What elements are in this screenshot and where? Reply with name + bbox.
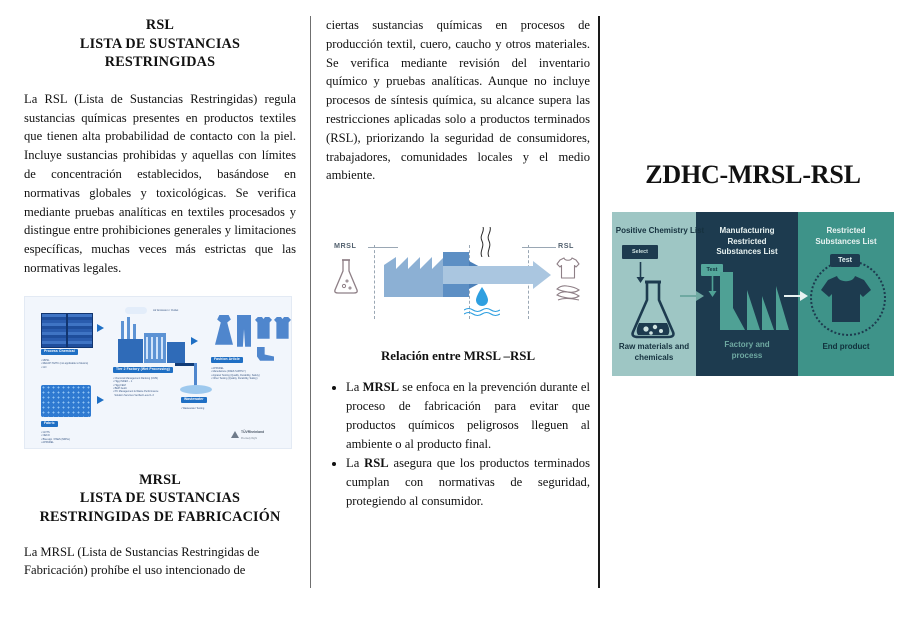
brand-name: TÜVRheinland bbox=[241, 429, 265, 434]
mrsl-heading-line-1: MRSL bbox=[139, 471, 181, 488]
factory-cloud-icon bbox=[125, 307, 147, 314]
list-item bbox=[346, 378, 590, 453]
panel-2-title-line-1: Manufacturing bbox=[719, 226, 775, 235]
label-process-chemical: Process Chemical bbox=[41, 349, 78, 356]
mrsl-heading-line-3: RESTRINGIDAS DE FABRICACIÓN bbox=[39, 508, 281, 525]
mrsl-paragraph: La MRSL (Lista de Sustancias Restringidas de Fabricación) prohíbe el uso intencionado de bbox=[24, 544, 260, 578]
label-tier2-factory: Tier 2 Factory (Wet Processing) bbox=[113, 367, 173, 374]
wastewater-bullets: • Wastewater Testing bbox=[181, 406, 205, 410]
shirt-icon-1 bbox=[255, 317, 272, 339]
column-divider-1 bbox=[310, 16, 311, 588]
mrsl-heading bbox=[24, 471, 296, 527]
page-title: ZDHC-MRSL-RSL bbox=[645, 160, 861, 189]
panel-2-title bbox=[696, 226, 798, 258]
tshirt-icon bbox=[556, 257, 580, 279]
smoke-icon bbox=[478, 227, 498, 257]
panel-3-title-line-2: Substances List bbox=[815, 236, 877, 246]
factory-body-left bbox=[118, 339, 143, 363]
factory-windows bbox=[146, 337, 164, 359]
bullet-1-prefix: La bbox=[346, 380, 363, 395]
mrsl-heading-line-2: LISTA DE SUSTANCIAS bbox=[79, 490, 241, 507]
list-item bbox=[346, 454, 590, 510]
panel-2-title-line-3: Substances List bbox=[716, 247, 778, 256]
panel-1-caption bbox=[612, 342, 696, 363]
sock-icon bbox=[257, 347, 274, 361]
bullet-1-bold: MRSL bbox=[362, 380, 399, 395]
water-drop-icon bbox=[474, 287, 490, 307]
pants-icon bbox=[237, 315, 251, 347]
fabric-swatch-icon bbox=[41, 385, 91, 417]
factory-body-right bbox=[167, 342, 185, 363]
figure-zdhc-three-stage bbox=[612, 212, 894, 376]
water-waves-icon bbox=[464, 307, 500, 317]
label-mrsl: MRSL bbox=[334, 241, 357, 251]
down-arrow-icon-2 bbox=[708, 276, 717, 298]
column-left bbox=[24, 16, 296, 580]
tick-mrsl bbox=[368, 247, 398, 248]
mrsl-paragraph-continued: ciertas sustancias químicas en procesos de producción textil, cuero, caucho y otros materiales. Se verifica mediante revisión del inventario químico y pruebas analíticas. Aunque no incluye procesos de síntesis química, su alcance supera las restricciones aplicadas solo a productos terminados (RSL), priorizando la seguridad de consumidores, trabajadores, comunidades locales y el medio ambiente. bbox=[326, 18, 590, 183]
label-rsl: RSL bbox=[558, 241, 574, 251]
right-arrow-icon-2 bbox=[784, 290, 808, 302]
tick-rsl bbox=[522, 247, 556, 248]
rsl-paragraph: La RSL (Lista de Sustancias Restringidas) regula sustancias químicas presentes en productos textiles que tienen alta probabilidad de contacto con la piel. Incluye sustancias prohibidas y aquellas con límites de concentración establecidos, basándose en normativas globales y toxicológicas. Se verifica mediante pruebas analíticas en textiles procesados y distingue entre prohibiciones generales y limitaciones específicas, muchas veces más estrictas que las normativas legales. bbox=[24, 91, 296, 275]
arrow-icon-1 bbox=[97, 324, 104, 332]
rsl-heading bbox=[24, 16, 296, 72]
label-fabric: Fabric bbox=[41, 421, 58, 428]
fabric-bullets: • GOTS • OEKO • Bluesign / PAES (MRSL) • APPAREL bbox=[41, 430, 71, 444]
panel-2-title-line-2: Restricted bbox=[727, 236, 767, 246]
factory-stack-2 bbox=[127, 317, 130, 339]
figure-textile-supply-chain bbox=[24, 296, 292, 449]
guide-line-mrsl bbox=[374, 245, 376, 319]
column-right bbox=[612, 160, 894, 376]
panel-2-caption bbox=[696, 340, 798, 361]
relation-bullet-list bbox=[326, 378, 590, 511]
folded-fabric-icon bbox=[555, 285, 581, 303]
panel-3-title bbox=[798, 226, 894, 247]
tuv-logo-icon bbox=[231, 431, 239, 438]
arrow-icon-3 bbox=[191, 337, 198, 345]
bullet-1-rest: se enfoca en la prevención durante el proceso de fabricación para evitar que productos químicos peligrosos lleguen al ambiente o al producto final. bbox=[346, 380, 590, 451]
panel-1-chip-select: Select bbox=[622, 245, 658, 259]
tshirt-icon-zdhc bbox=[820, 274, 872, 324]
bullet-2-rest: asegura que los productos terminados cumplan con normativas de seguridad, protegiendo al consumidor. bbox=[346, 456, 590, 508]
shirt-icon-2 bbox=[274, 317, 291, 339]
factory-stack-1 bbox=[121, 321, 124, 339]
panel-1-title: Positive Chemistry List bbox=[615, 226, 705, 235]
panel-1-caption-line-1: Raw materials and bbox=[618, 342, 690, 351]
label-wastewater: Wastewater bbox=[181, 397, 207, 404]
factory-chimney-icon bbox=[720, 272, 733, 330]
panel-3-chip-test: Test bbox=[830, 254, 860, 267]
flask-icon bbox=[332, 257, 360, 295]
tier2-bullets: • Chemical Management Ranking (CMS) • Higg INDEX – 1 • Higg FEM • BEPI Audit • PC Management & Waste Performance Solution Services Verified Level 1-3 bbox=[113, 376, 159, 397]
flow-arrow-icon bbox=[443, 261, 551, 289]
rsl-heading-line-3: RESTRINGIDAS bbox=[104, 54, 216, 71]
column-divider-2 bbox=[598, 16, 600, 588]
figure-mrsl-rsl-flow bbox=[326, 211, 590, 323]
panel-1-caption-line-2: chemicals bbox=[634, 352, 674, 362]
rsl-heading-line-2: LISTA DE SUSTANCIAS bbox=[79, 35, 241, 52]
panel-2-caption-line-2: process bbox=[731, 350, 763, 360]
factory-stack-3 bbox=[133, 324, 136, 339]
label-air-emission: Air Emission / Outlet bbox=[153, 307, 179, 312]
rsl-heading-line-1: RSL bbox=[145, 17, 175, 33]
brand-tagline: Precisely Right bbox=[241, 436, 257, 440]
process-chemical-bullets: • MRSL • REACH SVHC (not applicable to Mexico) • GO bbox=[41, 358, 89, 369]
wastewater-pool-icon bbox=[180, 385, 212, 394]
panel-3-title-line-1: Restricted bbox=[826, 226, 866, 235]
factory-sawtooth-icon bbox=[733, 278, 789, 330]
panel-2-caption-line-1: Factory and bbox=[724, 340, 770, 349]
bullet-2-bold: RSL bbox=[364, 456, 389, 471]
panel-3-caption: End product bbox=[822, 342, 870, 351]
panel-2-chip-test: Test bbox=[701, 264, 723, 276]
column-middle bbox=[326, 16, 590, 512]
right-arrow-icon-1 bbox=[680, 290, 704, 302]
process-chemical-swatch-icon-2 bbox=[67, 313, 93, 348]
arrow-icon-2 bbox=[97, 396, 104, 404]
dress-icon bbox=[215, 315, 233, 345]
relation-subheading: Relación entre MRSL –RSL bbox=[380, 349, 536, 364]
label-fashion-article: Fashion Article bbox=[211, 357, 243, 364]
bullet-2-prefix: La bbox=[346, 456, 365, 471]
process-chemical-swatch-icon bbox=[41, 313, 67, 348]
flask-icon-zdhc bbox=[630, 278, 676, 340]
fashion-bullets: • APPAREL • Manufacture (PAES SUPPLY) • Apparel Testing (Quality, Durability, Safety) • Other Testing (Quality, Durability, Safety) bbox=[211, 366, 260, 380]
